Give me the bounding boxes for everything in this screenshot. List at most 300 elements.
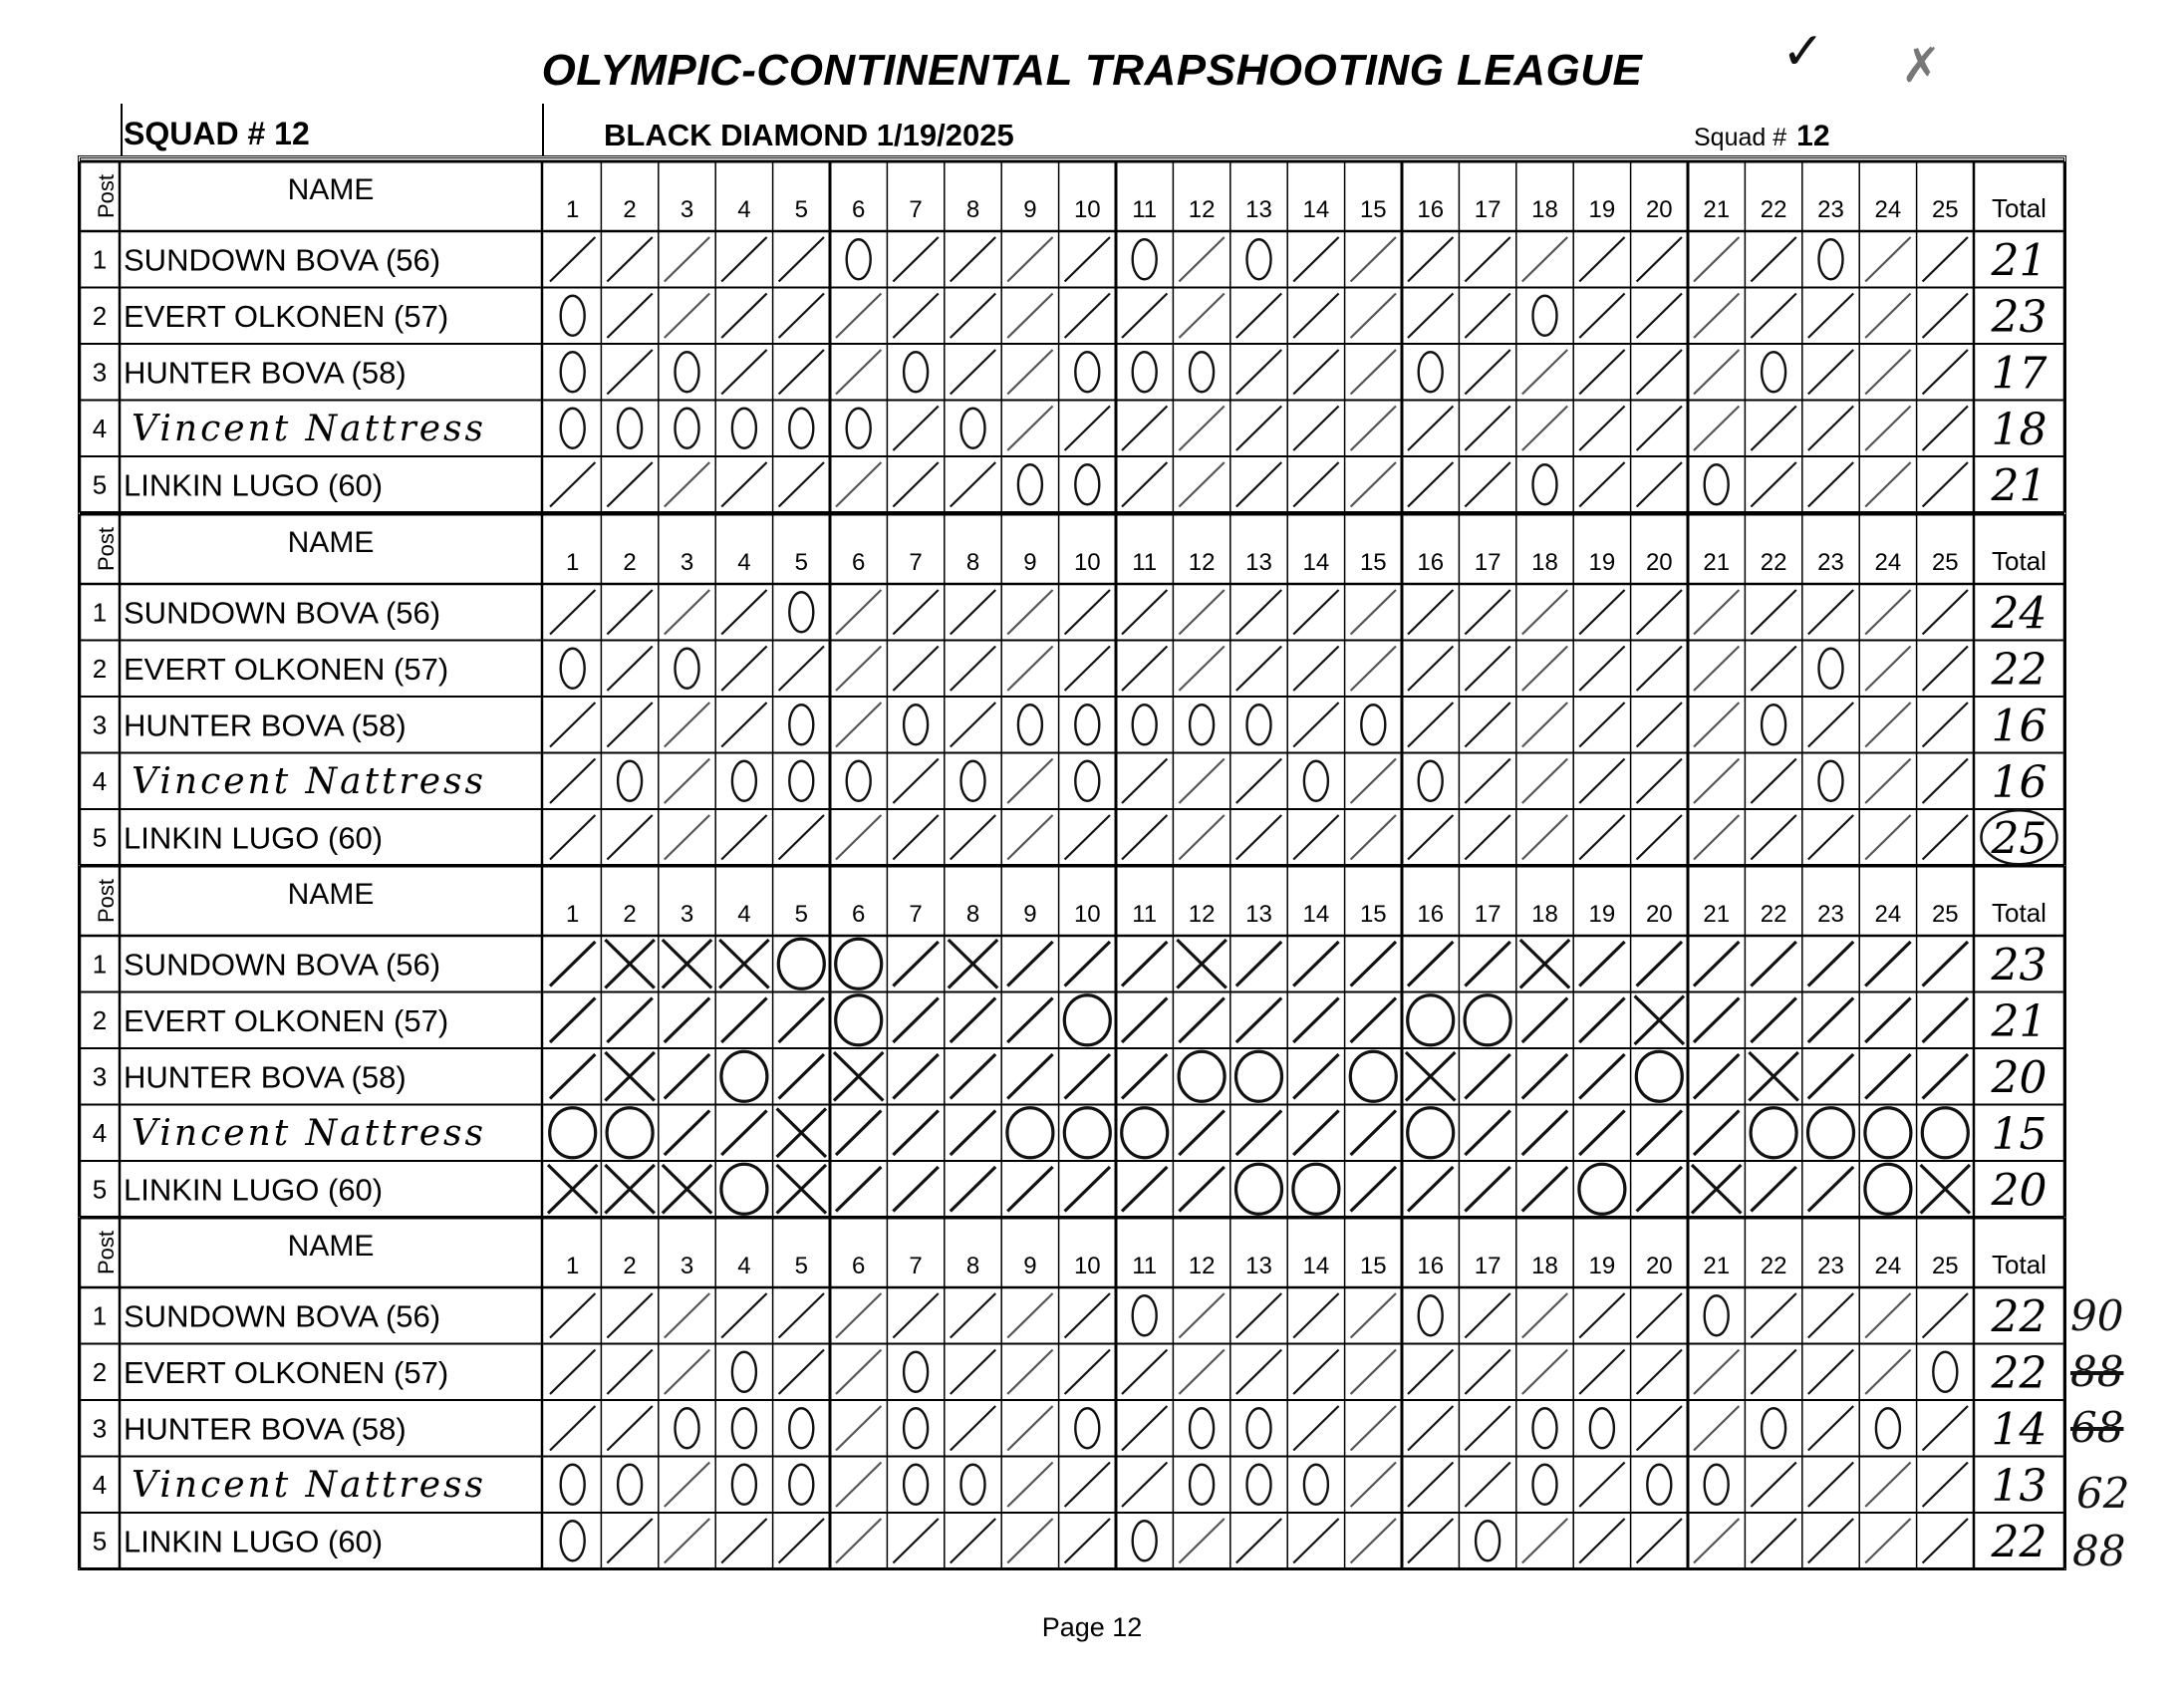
target-number-header: 12: [1188, 196, 1216, 223]
post-number: 1: [92, 949, 108, 980]
miss-mark: [1190, 705, 1214, 744]
hit-mark: [1007, 294, 1052, 339]
hit-mark: [1751, 237, 1795, 282]
hit-mark: [1751, 1167, 1795, 1212]
miss-mark: [1590, 1408, 1614, 1448]
hit-mark: [1007, 590, 1052, 635]
hit-mark: [1637, 237, 1682, 282]
hit-mark: [1179, 590, 1224, 635]
miss-mark: [961, 761, 985, 801]
hit-mark: [1351, 1111, 1396, 1156]
target-number-header: 9: [1023, 1253, 1037, 1279]
hit-mark: [836, 1293, 881, 1338]
row-total: 17: [1991, 348, 2048, 400]
squad-label: SQUAD # 12: [124, 116, 310, 151]
shooter-name: SUNDOWN BOVA (56): [124, 242, 441, 278]
post-number: 4: [92, 1469, 108, 1500]
post-number: 2: [92, 1356, 108, 1387]
hit-mark: [1865, 942, 1910, 987]
miss-mark: [1865, 1108, 1911, 1158]
target-number-header: 12: [1188, 901, 1216, 928]
hit-mark: [1293, 647, 1338, 692]
hit-mark: [607, 1519, 652, 1563]
hit-mark: [1408, 942, 1453, 987]
shooter-name: LINKIN LUGO (60): [124, 1524, 384, 1559]
hit-mark: [1179, 647, 1224, 692]
miss-mark: [618, 761, 642, 801]
target-number-header: 18: [1531, 196, 1558, 223]
target-number-header: 24: [1874, 1253, 1902, 1279]
hit-mark: [1293, 998, 1338, 1043]
hit-mark: [1236, 1519, 1281, 1563]
hit-mark: [1293, 590, 1338, 635]
miss-mark: [732, 1465, 756, 1505]
hit-mark: [1637, 350, 1682, 395]
hit-mark: [1007, 942, 1052, 987]
miss-mark: [676, 352, 699, 392]
miss-mark: [676, 649, 699, 689]
name-header: NAME: [287, 1230, 375, 1263]
miss-mark: [561, 1465, 585, 1505]
hit-mark: [1865, 998, 1910, 1043]
target-number-header: 17: [1474, 196, 1502, 223]
target-number-header: 25: [1931, 549, 1959, 576]
hit-mark: [1808, 1054, 1853, 1099]
miss-mark: [1007, 1108, 1053, 1158]
miss-mark: [1647, 1465, 1671, 1505]
hit-mark: [1351, 1167, 1396, 1212]
hit-mark: [1351, 590, 1396, 635]
row-total: 15: [1991, 1108, 2048, 1160]
hit-mark: [1122, 1350, 1167, 1395]
hit-mark: [1179, 462, 1224, 507]
hit-mark: [1637, 1519, 1682, 1563]
target-number-header: 19: [1588, 901, 1616, 928]
hit-mark: [665, 462, 709, 507]
miss-mark: [904, 1408, 928, 1448]
shooter-name: Vincent Nattress: [132, 408, 486, 449]
target-number-header: 10: [1073, 1253, 1101, 1279]
target-number-header: 22: [1760, 196, 1787, 223]
miss-mark: [847, 409, 871, 448]
league-title: OLYMPIC-CONTINENTAL TRAPSHOOTING LEAGUE: [541, 46, 1643, 95]
target-number-header: 14: [1302, 1253, 1330, 1279]
hit-mark: [1637, 703, 1682, 747]
miss-mark: [561, 409, 585, 448]
target-number-header: 3: [680, 1253, 694, 1279]
hit-mark: [836, 1519, 881, 1563]
hit-mark: [1865, 647, 1910, 692]
hit-mark: [1465, 1350, 1509, 1395]
miss-mark: [904, 705, 928, 744]
miss-mark: [904, 352, 928, 392]
row-total: 23: [1991, 940, 2048, 991]
miss-mark: [1190, 1408, 1214, 1448]
hit-mark: [1522, 407, 1567, 451]
hit-mark: [1751, 1519, 1795, 1563]
hit-mark: [1865, 294, 1910, 339]
hit-mark: [1465, 462, 1509, 507]
hit-mark: [1179, 815, 1224, 860]
post-number: 4: [92, 765, 108, 796]
hit-mark: [665, 1350, 709, 1395]
miss-mark: [676, 409, 699, 448]
hit-mark: [1122, 998, 1167, 1043]
hit-mark: [1637, 1406, 1682, 1451]
miss-mark: [789, 705, 813, 744]
hit-mark: [1923, 294, 1968, 339]
hit-mark: [607, 294, 652, 339]
target-number-header: 6: [852, 196, 866, 223]
hit-mark: [1694, 703, 1739, 747]
hit-mark: [665, 1519, 709, 1563]
target-number-header: 5: [794, 549, 808, 576]
miss-mark: [561, 296, 585, 336]
hit-mark: [665, 1111, 709, 1156]
hit-mark: [1522, 1293, 1567, 1338]
miss-mark: [1876, 1408, 1900, 1448]
hit-mark: [1236, 1350, 1281, 1395]
hit-mark: [1351, 998, 1396, 1043]
target-number-header: 23: [1817, 901, 1844, 928]
hit-mark: [1065, 1463, 1110, 1508]
target-number-header: 25: [1931, 1253, 1959, 1279]
hit-mark: [1122, 1167, 1167, 1212]
row-total: 22: [1991, 1291, 2048, 1343]
miss-mark: [1408, 995, 1454, 1045]
hit-mark: [893, 998, 938, 1043]
post-number: 3: [92, 1413, 108, 1444]
hit-mark: [1808, 703, 1853, 747]
hit-mark: [1465, 350, 1509, 395]
miss-mark: [789, 761, 813, 801]
hit-mark: [1923, 1406, 1968, 1451]
hit-mark: [1865, 407, 1910, 451]
hit-mark: [1694, 647, 1739, 692]
hit-mark: [665, 590, 709, 635]
miss-mark: [1133, 352, 1157, 392]
hit-mark: [1637, 815, 1682, 860]
post-number: 3: [92, 709, 108, 740]
target-number-header: 24: [1874, 196, 1902, 223]
hit-mark: [1923, 647, 1968, 692]
hit-mark: [1808, 462, 1853, 507]
miss-mark: [1751, 1108, 1796, 1158]
hit-mark: [1808, 294, 1853, 339]
hit-mark: [893, 462, 938, 507]
hit-mark: [1808, 998, 1853, 1043]
hit-mark: [1065, 1293, 1110, 1338]
post-number: 2: [92, 1004, 108, 1035]
target-number-header: 9: [1023, 549, 1037, 576]
hit-mark: [1465, 294, 1509, 339]
miss-mark: [1419, 1295, 1443, 1335]
target-number-header: 10: [1073, 549, 1101, 576]
post-header: Post: [93, 878, 119, 924]
hit-mark: [1751, 462, 1795, 507]
hit-mark: [1579, 815, 1624, 860]
hit-mark: [1465, 1463, 1509, 1508]
target-number-header: 20: [1645, 549, 1673, 576]
row-total: 13: [1991, 1460, 2048, 1512]
hit-mark: [1637, 1293, 1682, 1338]
target-number-header: 16: [1417, 1253, 1445, 1279]
hit-mark: [1179, 407, 1224, 451]
miss-mark: [1762, 705, 1785, 744]
miss-mark: [1133, 1521, 1157, 1560]
hit-mark: [1065, 1054, 1110, 1099]
hit-mark: [1408, 462, 1453, 507]
hit-mark: [1637, 1167, 1682, 1212]
hit-mark: [721, 294, 766, 339]
hit-mark: [1007, 815, 1052, 860]
hit-mark: [1408, 1406, 1453, 1451]
hit-mark: [1579, 294, 1624, 339]
hit-mark: [1408, 1167, 1453, 1212]
hit-mark: [779, 815, 824, 860]
hit-mark: [1579, 998, 1624, 1043]
target-number-header: 15: [1359, 549, 1387, 576]
miss-mark: [1533, 1465, 1557, 1505]
hit-mark: [607, 647, 652, 692]
hit-mark: [1065, 815, 1110, 860]
hit-mark: [1808, 590, 1853, 635]
miss-mark: [721, 1051, 767, 1101]
hit-mark: [779, 998, 824, 1043]
hit-mark: [1637, 647, 1682, 692]
miss-mark: [1064, 1108, 1110, 1158]
hit-mark: [1236, 942, 1281, 987]
hit-mark: [1923, 407, 1968, 451]
miss-mark: [836, 995, 882, 1045]
post-number: 1: [92, 244, 108, 275]
miss-mark: [1190, 352, 1214, 392]
target-number-header: 9: [1023, 196, 1037, 223]
hit-mark: [1808, 1293, 1853, 1338]
hit-mark: [836, 1406, 881, 1451]
target-number-header: 2: [623, 1253, 637, 1279]
hit-mark: [779, 1519, 824, 1563]
hit-mark: [893, 1111, 938, 1156]
miss-mark: [732, 1408, 756, 1448]
hit-mark: [836, 462, 881, 507]
hit-mark: [1923, 1293, 1968, 1338]
hit-mark: [1637, 294, 1682, 339]
hit-mark: [1179, 998, 1224, 1043]
hit-mark: [1694, 590, 1739, 635]
hit-mark: [1465, 1406, 1509, 1451]
hit-mark: [1236, 647, 1281, 692]
target-number-header: 2: [623, 549, 637, 576]
hit-mark: [1865, 462, 1910, 507]
miss-mark: [732, 409, 756, 448]
target-number-header: 19: [1588, 196, 1616, 223]
hit-mark: [1522, 1350, 1567, 1395]
hit-mark: [1351, 1519, 1396, 1563]
miss-mark: [904, 1465, 928, 1505]
hit-mark: [1923, 942, 1968, 987]
hit-mark: [1065, 1519, 1110, 1563]
row-total: 22: [1991, 644, 2048, 696]
hit-mark: [1923, 815, 1968, 860]
hit-mark: [1408, 407, 1453, 451]
miss-mark: [904, 1352, 928, 1392]
hit-mark: [1007, 1519, 1052, 1563]
hit-mark: [550, 590, 595, 635]
miss-mark: [1247, 705, 1271, 744]
miss-mark: [1075, 352, 1099, 392]
target-number-header: 4: [737, 549, 751, 576]
miss-mark: [778, 939, 824, 988]
hit-mark: [836, 647, 881, 692]
miss-mark: [1819, 239, 1843, 279]
hit-mark: [779, 1054, 824, 1099]
hit-mark: [1637, 1111, 1682, 1156]
hit-mark: [1465, 703, 1509, 747]
target-number-header: 25: [1931, 196, 1959, 223]
hit-mark: [665, 237, 709, 282]
hit-mark: [951, 462, 995, 507]
shooter-name: LINKIN LUGO (60): [124, 467, 384, 503]
post-number: 5: [92, 1526, 108, 1556]
hit-mark: [1293, 1293, 1338, 1338]
miss-mark: [1122, 1108, 1168, 1158]
shooter-name: HUNTER BOVA (58): [124, 707, 407, 743]
hit-mark: [1751, 815, 1795, 860]
hit-mark: [836, 815, 881, 860]
hit-mark: [836, 1350, 881, 1395]
hit-mark: [1923, 462, 1968, 507]
hit-mark: [721, 703, 766, 747]
grand-total-4: 62: [2076, 1469, 2130, 1518]
miss-mark: [1133, 705, 1157, 744]
hit-mark: [1694, 407, 1739, 451]
hit-mark: [1637, 942, 1682, 987]
miss-mark: [1236, 1164, 1282, 1214]
hit-mark: [779, 647, 824, 692]
hit-mark: [1579, 1111, 1624, 1156]
target-number-header: 8: [965, 549, 980, 576]
hit-mark: [1923, 1054, 1968, 1099]
hit-mark: [1179, 1519, 1224, 1563]
hit-mark: [1351, 759, 1396, 804]
target-number-header: 21: [1703, 1253, 1731, 1279]
target-number-header: 5: [794, 901, 808, 928]
hit-mark: [1923, 237, 1968, 282]
hit-mark: [951, 1111, 995, 1156]
hit-mark: [721, 998, 766, 1043]
hit-mark: [607, 1293, 652, 1338]
hit-mark: [1007, 647, 1052, 692]
post-number: 1: [92, 597, 108, 628]
hit-mark: [1579, 759, 1624, 804]
target-number-header: 7: [909, 549, 923, 576]
hit-mark: [1236, 590, 1281, 635]
hit-mark: [1865, 590, 1910, 635]
squad-number-label: Squad #: [1694, 124, 1787, 151]
shooter-name: EVERT OLKONEN (57): [124, 298, 449, 334]
name-header: NAME: [287, 878, 375, 911]
miss-mark: [721, 1164, 767, 1214]
hit-mark: [1408, 703, 1453, 747]
hit-mark: [721, 1293, 766, 1338]
hit-mark: [1751, 1350, 1795, 1395]
post-number: 5: [92, 469, 108, 500]
hit-mark: [1751, 1463, 1795, 1508]
hit-mark: [607, 1350, 652, 1395]
hit-mark: [1408, 1463, 1453, 1508]
hit-mark: [1351, 1463, 1396, 1508]
miss-mark: [1350, 1051, 1396, 1101]
hit-mark: [1865, 1293, 1910, 1338]
target-number-header: 22: [1760, 1253, 1787, 1279]
hit-mark: [951, 1293, 995, 1338]
hit-mark: [1065, 237, 1110, 282]
target-number-header: 18: [1531, 549, 1558, 576]
row-total: 25: [1991, 813, 2048, 865]
hit-mark: [1293, 462, 1338, 507]
shooter-name: Vincent Nattress: [132, 760, 486, 802]
hit-mark: [1351, 294, 1396, 339]
hit-mark: [665, 703, 709, 747]
hit-mark: [1293, 1350, 1338, 1395]
hit-mark: [607, 703, 652, 747]
target-number-header: 24: [1874, 901, 1902, 928]
target-number-header: 6: [852, 549, 866, 576]
row-total: 16: [1991, 701, 2048, 752]
row-total: 21: [1991, 235, 2048, 287]
hit-mark: [1751, 998, 1795, 1043]
hit-mark: [1065, 590, 1110, 635]
miss-mark: [550, 1108, 596, 1158]
miss-mark: [1705, 464, 1729, 504]
miss-mark: [1075, 1408, 1099, 1448]
hit-mark: [893, 942, 938, 987]
hit-mark: [1522, 815, 1567, 860]
hit-mark: [1808, 815, 1853, 860]
target-number-header: 3: [680, 196, 694, 223]
target-number-header: 23: [1817, 196, 1844, 223]
hit-mark: [1579, 1350, 1624, 1395]
target-number-header: 22: [1760, 549, 1787, 576]
miss-mark: [789, 592, 813, 632]
hit-mark: [1351, 647, 1396, 692]
shooter-name: Vincent Nattress: [132, 1464, 486, 1506]
hit-mark: [1293, 407, 1338, 451]
hit-mark: [1408, 815, 1453, 860]
hit-mark: [1465, 1167, 1509, 1212]
shooter-name: SUNDOWN BOVA (56): [124, 947, 441, 983]
post-header: Post: [93, 526, 119, 572]
name-header: NAME: [287, 173, 375, 206]
hit-mark: [1522, 759, 1567, 804]
miss-mark: [961, 409, 985, 448]
hit-mark: [1751, 759, 1795, 804]
post-header: Post: [93, 1230, 119, 1275]
target-number-header: 24: [1874, 549, 1902, 576]
miss-mark: [1133, 1295, 1157, 1335]
hit-mark: [1694, 815, 1739, 860]
row-total: 20: [1991, 1052, 2048, 1104]
hit-mark: [893, 1167, 938, 1212]
hit-mark: [1751, 590, 1795, 635]
hit-mark: [1865, 815, 1910, 860]
total-header: Total: [1992, 1250, 2047, 1279]
miss-mark: [1075, 761, 1099, 801]
target-number-header: 17: [1474, 549, 1502, 576]
hit-mark: [1293, 815, 1338, 860]
hit-mark: [1694, 1350, 1739, 1395]
